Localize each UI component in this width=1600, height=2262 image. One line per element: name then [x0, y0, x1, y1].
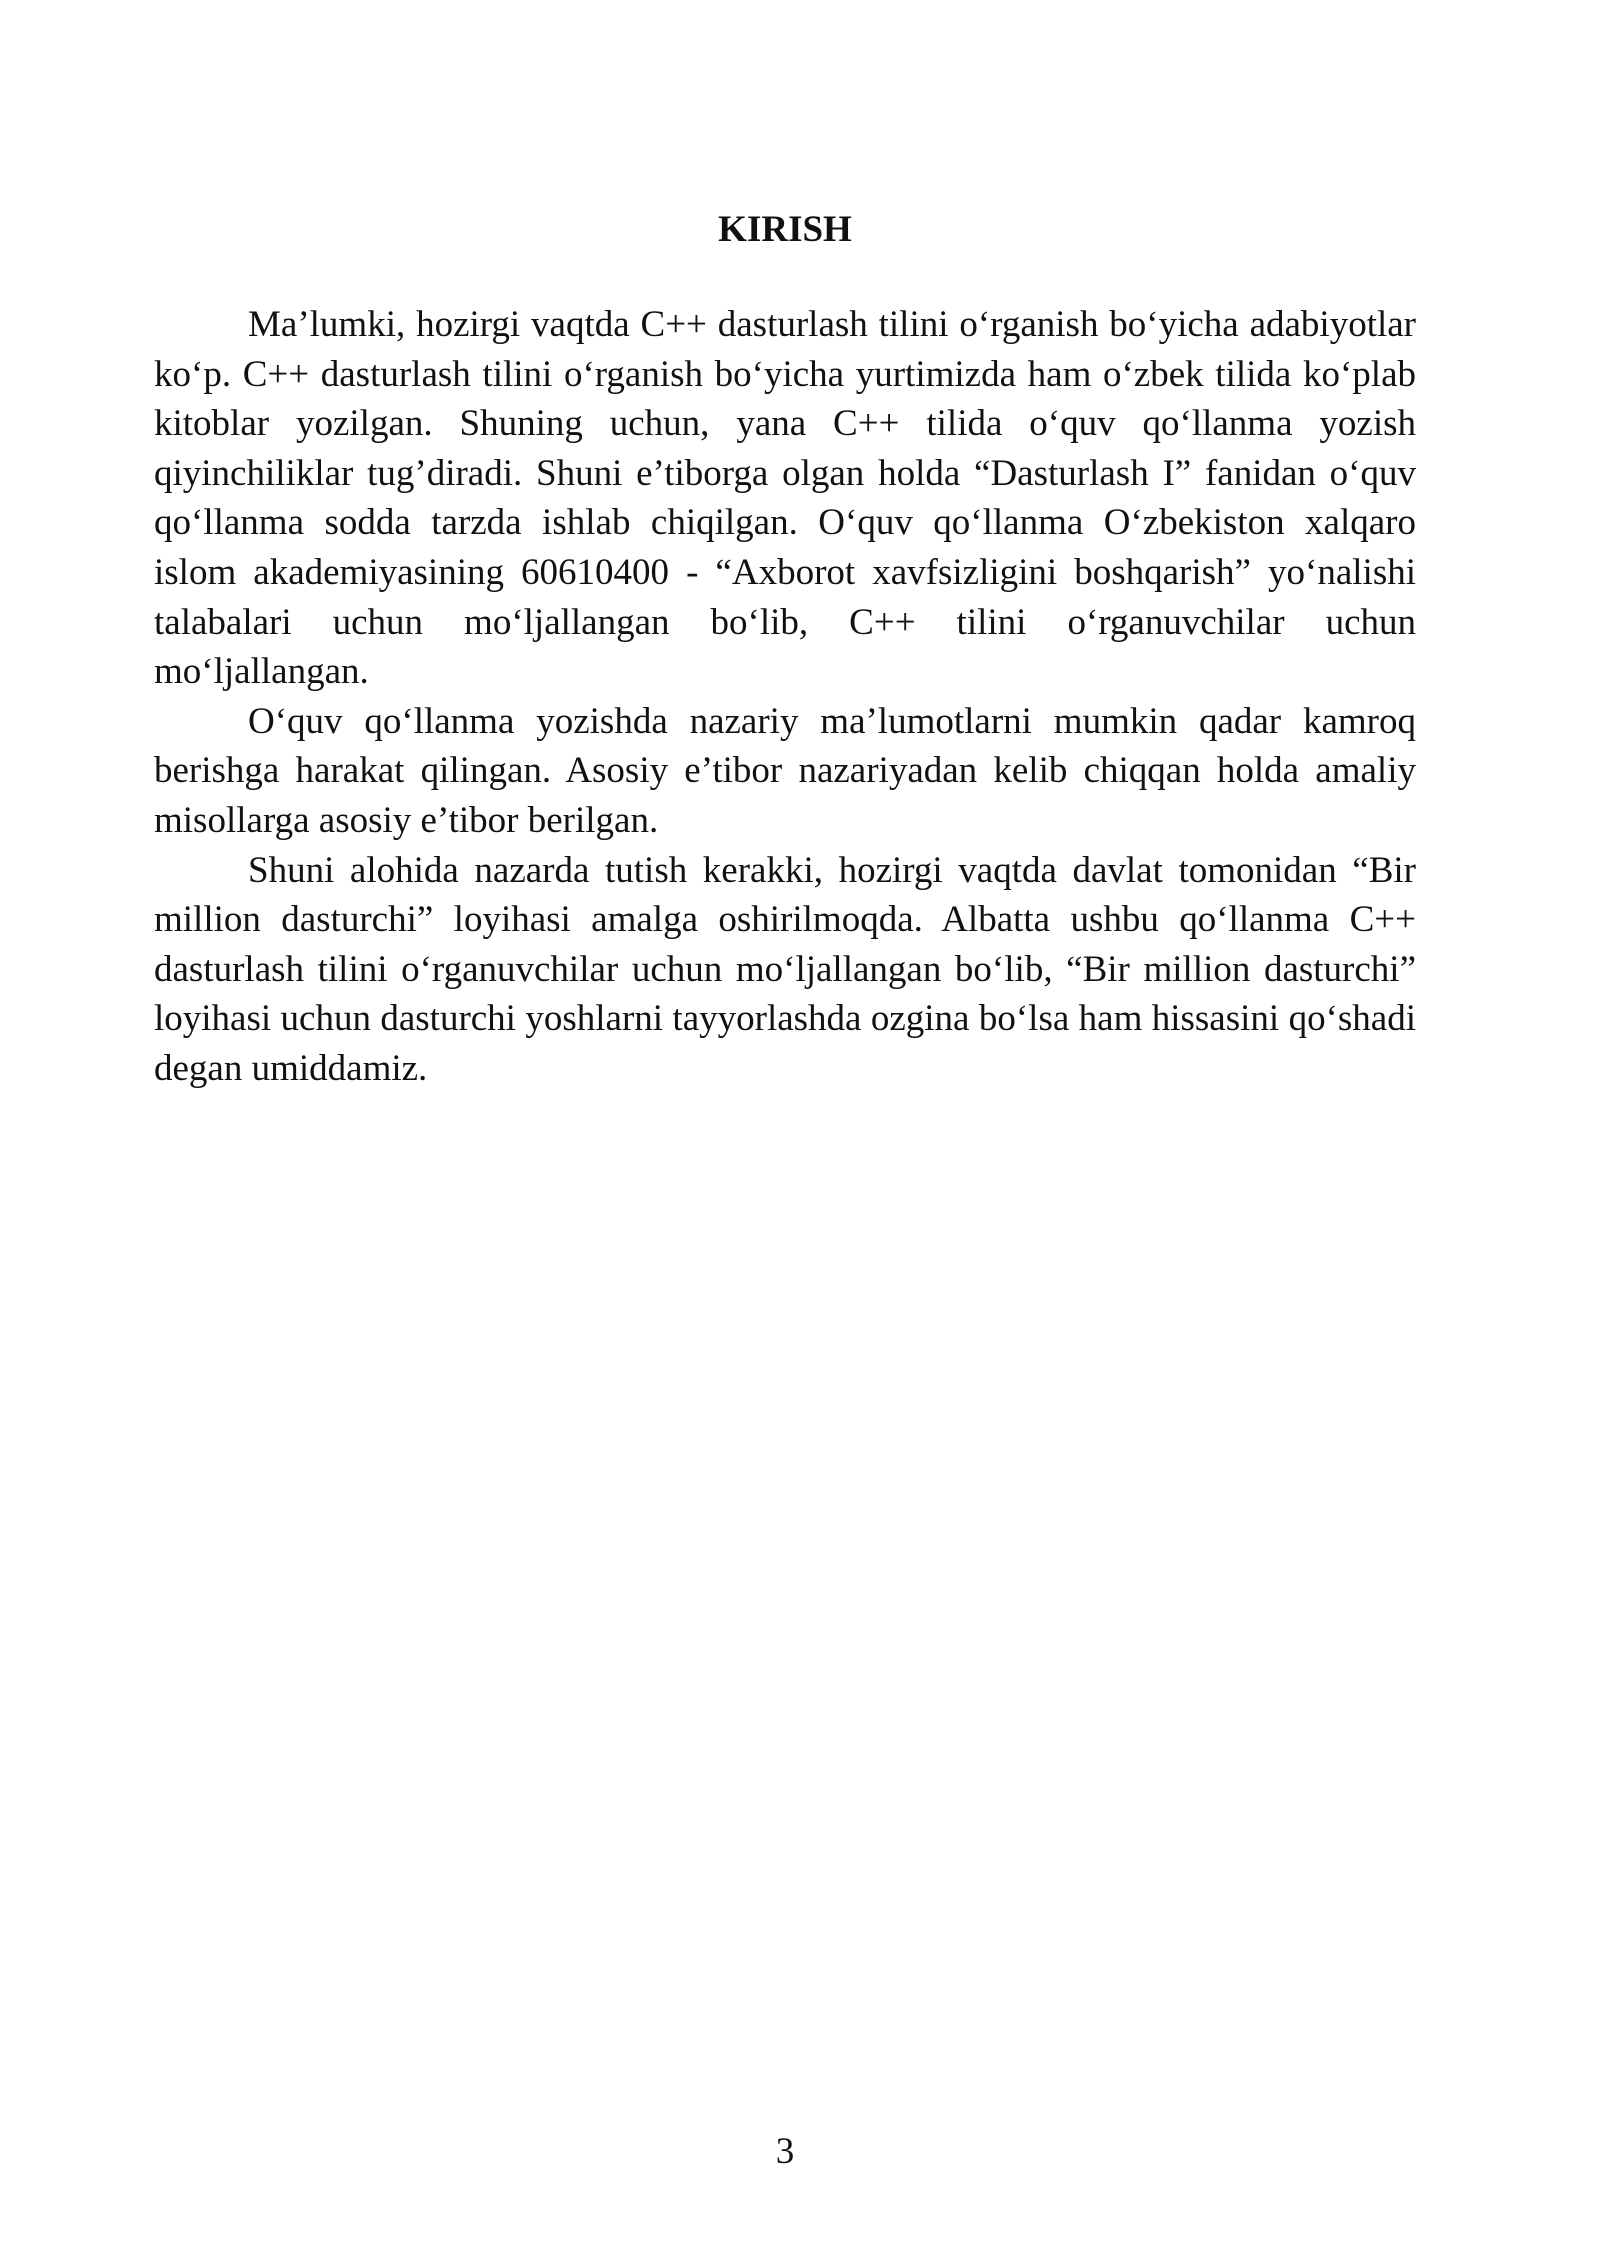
body-text [154, 300, 1416, 1094]
page-number: 3 [775, 2131, 795, 2172]
paragraph-1: Ma’lumki, hozirgi vaqtda C++ dasturlash tilini o‘rganish bo‘yicha adabiyotlar ko‘p. C++ dasturlash tilini o‘rganish bo‘yicha yurtimizda ham o‘zbek tilida ko‘plab kitoblar yozilgan. Shuning uchun, yana C++ tilida o‘quv qo‘llanma yozish qiyinchiliklar tug’diradi. Shuni e’tiborga olgan holda “Dasturlash I” fanidan o‘quv qo‘llanma sodda tarzda ishlab chiqilgan. O‘quv qo‘llanma O‘zbekiston xalqaro islom akademiyasining 60610400 - “Axborot xavfsizligini boshqarish” yo‘nalishi talabalari uchun mo‘ljallangan bo‘lib, C++ tilini o‘rganuvchilar uchun mo‘ljallangan. [154, 304, 1416, 693]
paragraph-3: Shuni alohida nazarda tutish kerakki, hozirgi vaqtda davlat tomonidan “Bir million dasturchi” loyihasi amalga oshirilmoqda. Albatta ushbu qo‘llanma C++ dasturlash tilini o‘rganuvchilar uchun mo‘ljallangan bo‘lib, “Bir million dasturchi” loyihasi uchun dasturchi yoshlarni tayyorlashda ozgina bo‘lsa ham hissasini qo‘shadi degan umiddamiz. [154, 849, 1416, 1089]
page-title: KIRISH [718, 209, 852, 250]
paragraph-2: O‘quv qo‘llanma yozishda nazariy ma’lumotlarni mumkin qadar kamroq berishga harakat qilingan. Asosiy e’tibor nazariyadan kelib chiqqan holda amaliy misollarga asosiy e’tibor berilgan. [154, 700, 1416, 841]
